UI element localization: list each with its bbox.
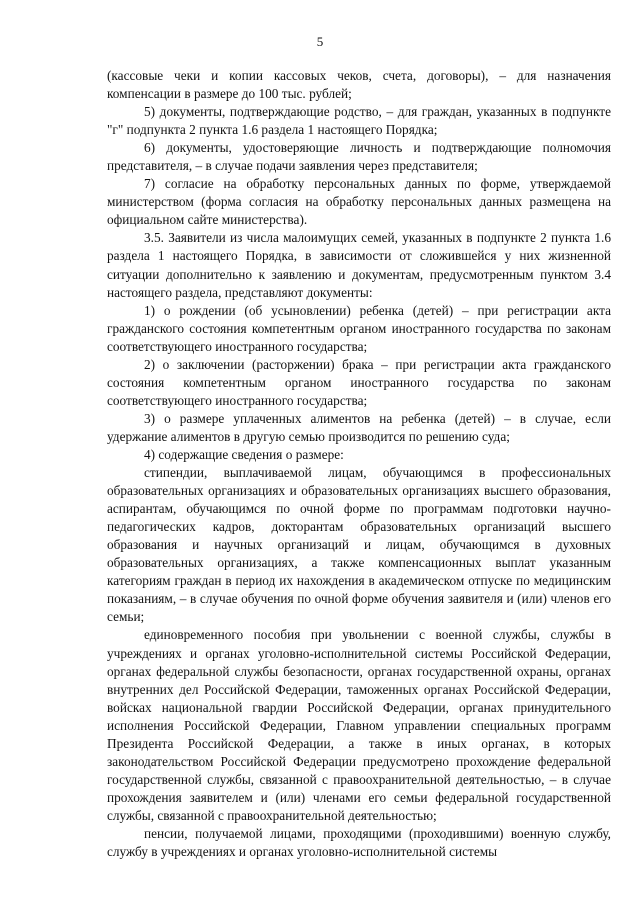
paragraph-pension: пенсии, получаемой лицами, проходящими (проходившими) военную службу, службу в учреждениях и органах уголовно-исполнительной системы [107, 825, 611, 860]
paragraph-continuation: (кассовые чеки и копии кассовых чеков, счета, договоры), – для назначения компенсации в размере до 100 тыс. рублей; [107, 68, 611, 102]
paragraph-lump-sum: единовременного пособия при увольнении с военной службы, службы в учреждениях и органах уголовно-исполнительной системы Российской Федерации, органах федеральной службы безопасности, органах государственной охраны, органах внутренних дел Российской Федерации, таможенных органах Российской Федерации, войсках национальной гвардии Российской Федерации, органах принудительного исполнения Российской Федерации, Главном управлении специальных программ Президента Российской Федерации, а также в иных органах, в которых законодательством Российской Федерации предусмотрено прохождение федеральной государственной службы, связанной с правоохранительной деятельностью, – в случае прохождения заявителем и (или) членами его семьи федеральной государственной службы, связанной с правоохранительной деятельностью; [107, 627, 611, 823]
paragraph-item-4: 4) содержащие сведения о размере: [144, 446, 344, 462]
paragraph-item-2: 2) о заключении (расторжении) брака – при регистрации акта гражданского состояния компетентным органом иностранного государства по законам соответствующего иностранного государства; [107, 356, 611, 408]
paragraph-item-3: 3) о размере уплаченных алиментов на ребенка (детей) – в случае, если удержание алиментов в другую семью производится по решению суда; [107, 410, 611, 444]
paragraph-clause-3-5: 3.5. Заявители из числа малоимущих семей, указанных в подпункте 2 пункта 1.6 раздела 1 настоящего Порядка, в зависимости от сложившейся у них жизненной ситуации дополнительно к заявлению и документам, предусмотренным пунктом 3.4 настоящего раздела, представляют документы: [107, 230, 611, 300]
paragraph-item-5: 5) документы, подтверждающие родство, – для граждан, указанных в подпункте "г" подпункта 2 пункта 1.6 раздела 1 настоящего Порядка; [107, 104, 611, 138]
paragraph-item-6: 6) документы, удостоверяющие личность и подтверждающие полномочия представителя, – в случае подачи заявления через представителя; [107, 140, 611, 174]
paragraph-item-1: 1) о рождении (об усыновлении) ребенка (детей) – при регистрации акта гражданского состояния компетентным органом иностранного государства по законам соответствующего иностранного государства; [107, 302, 611, 354]
paragraph-stipend: стипендии, выплачиваемой лицам, обучающимся в профессиональных образовательных организациях и образовательных организациях высшего образования, аспирантам, обучающимся по очной форме по программам подготовки научно-педагогических кадров, докторантам образовательных организаций высшего образования и научных организаций и лицам, обучающимся в духовных образовательных организациях, а также компенсационных выплат указанным категориям граждан в период их нахождения в академическом отпуске по медицинским показаниям, – в случае обучения по очной форме обучения заявителя и (или) членов его семьи; [107, 465, 611, 625]
page-number: 5 [316, 34, 324, 49]
paragraph-item-7: 7) согласие на обработку персональных данных по форме, утверждаемой министерством (форма согласия на обработку персональных данных размещена на официальном сайте министерства). [107, 176, 611, 228]
document-body [107, 67, 611, 861]
